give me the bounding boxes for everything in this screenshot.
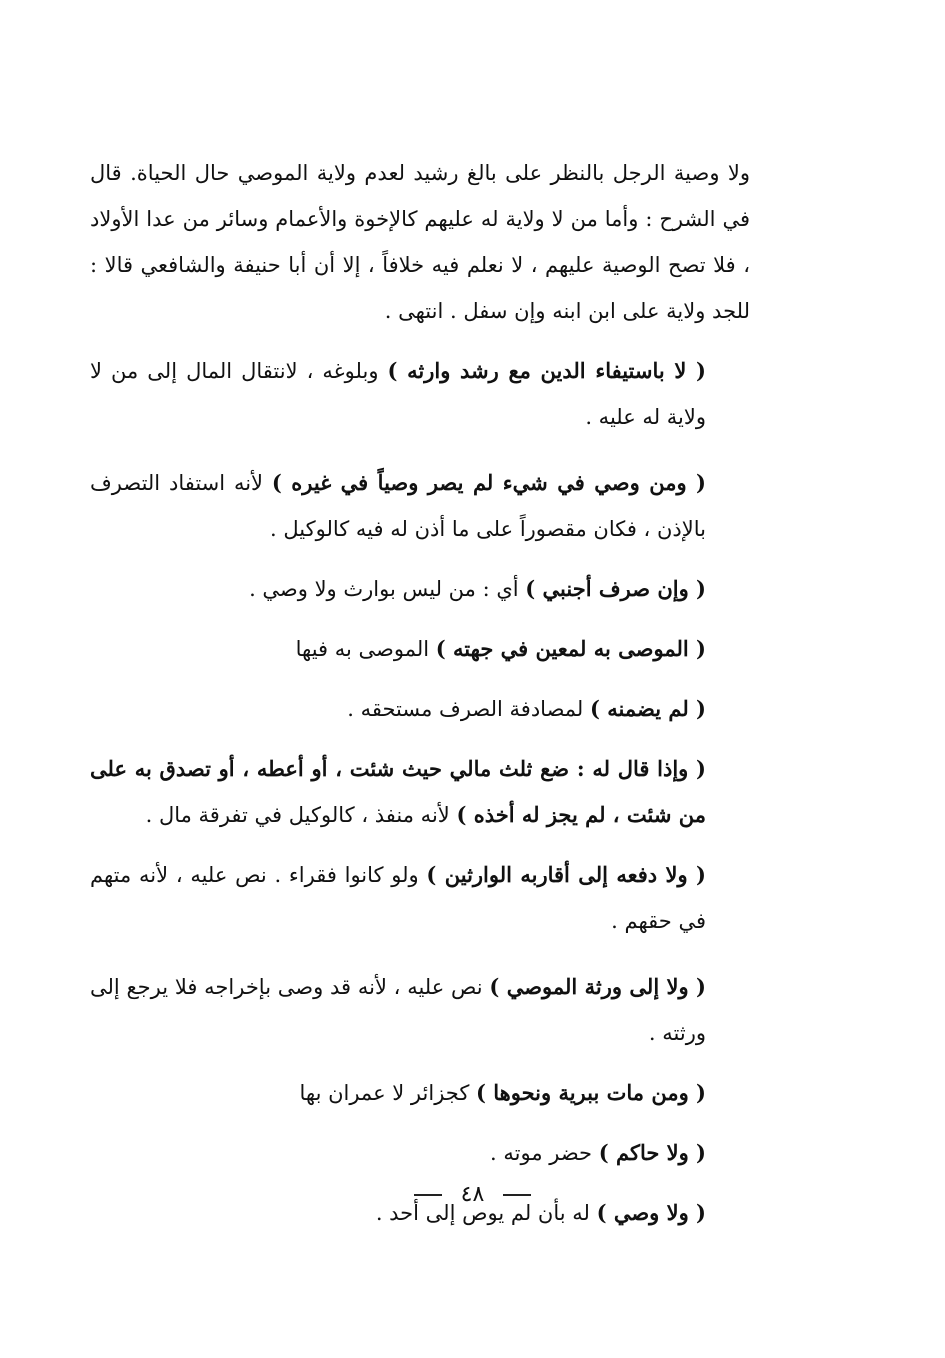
paragraph-4-matn: ( وإن صرف أجنبي ) bbox=[525, 576, 706, 601]
paragraph-9-sharh: نص عليه ، لأنه قد وصى بإخراجه فلا يرجع إلى ورثته . bbox=[90, 975, 706, 1045]
paragraph-2 bbox=[90, 348, 750, 440]
paragraph-7-sharh: لأنه منفذ ، كالوكيل في تفرقة مال . bbox=[145, 803, 450, 827]
page-number-value: ٤٨ bbox=[460, 1182, 485, 1207]
paragraph-9 bbox=[90, 964, 750, 1056]
page-number-dash-right bbox=[503, 1194, 531, 1196]
paragraph-8-sharh: ولو كانوا فقراء . نص عليه ، لأنه متهم في حقهم . bbox=[90, 863, 706, 933]
paragraph-10-sharh: كجزائر لا عمران بها bbox=[299, 1081, 470, 1105]
paragraph-10 bbox=[90, 1070, 750, 1116]
paragraph-10-matn: ( ومن مات ببرية ونحوها ) bbox=[476, 1080, 706, 1105]
paragraph-11-sharh: حضر موته . bbox=[490, 1141, 593, 1165]
main-text bbox=[90, 150, 750, 1236]
paragraph-8 bbox=[90, 852, 750, 944]
paragraph-12-matn: ( ولا وصي ) bbox=[596, 1200, 706, 1225]
paragraph-11 bbox=[90, 1130, 750, 1176]
paragraph-7 bbox=[90, 746, 750, 838]
paragraph-7-matn: ( وإذا قال له : ضع ثلث مالي حيث شئت ، أو أعطه ، أو تصدق به على من شئت ، لم يجز له أخذه ) bbox=[90, 756, 706, 827]
paragraph-2-matn: ( لا باستيفاء الدين مع رشد وارثه ) bbox=[387, 358, 706, 383]
paragraph-8-matn: ( ولا دفعه إلى أقاربه الوارثين ) bbox=[426, 862, 706, 887]
paragraph-6 bbox=[90, 686, 750, 732]
paragraph-5 bbox=[90, 626, 750, 672]
paragraph-3-matn: ( ومن وصي في شيء لم يصر وصياً في غيره ) bbox=[271, 470, 706, 495]
paragraph-2-sharh: وبلوغه ، لانتقال المال إلى من لا ولاية له عليه . bbox=[90, 359, 706, 429]
page-number-dash-left bbox=[414, 1194, 442, 1196]
paragraph-11-matn: ( ولا حاكم ) bbox=[598, 1140, 706, 1165]
paragraph-1 bbox=[90, 150, 750, 334]
paragraph-6-matn: ( لم يضمنه ) bbox=[590, 696, 706, 721]
paragraph-4-sharh: أي : من ليس بوارث ولا وصي . bbox=[249, 577, 519, 601]
page-number bbox=[0, 1182, 945, 1207]
paragraph-5-matn: ( الموصى به لمعين في جهته ) bbox=[435, 636, 706, 661]
paragraph-3-sharh: لأنه استفاد التصرف بالإذن ، فكان مقصوراً على ما أذن له فيه كالوكيل . bbox=[90, 471, 706, 541]
paragraph-6-sharh: لمصادفة الصرف مستحقه . bbox=[347, 697, 584, 721]
paragraph-3 bbox=[90, 460, 750, 552]
paragraph-4 bbox=[90, 566, 750, 612]
paragraph-9-matn: ( ولا إلى ورثة الموصي ) bbox=[489, 974, 706, 999]
paragraph-1-text: ولا وصية الرجل بالنظر على بالغ رشيد لعدم ولاية الموصي حال الحياة. قال في الشرح : وأما من لا ولاية له عليهم كالإخوة والأعمام وسائر من عدا الأولاد ، فلا تصح الوصية عليهم ، لا نعلم فيه خلافاً ، إلا أن أبا حنيفة والشافعي قالا : للجد ولاية على ابن ابنه وإن سفل . انتهى . bbox=[90, 161, 750, 323]
paragraph-12-sharh: له بأن لم يوص إلى أحد . bbox=[375, 1201, 590, 1225]
paragraph-5-sharh: الموصى به فيها bbox=[295, 637, 430, 661]
